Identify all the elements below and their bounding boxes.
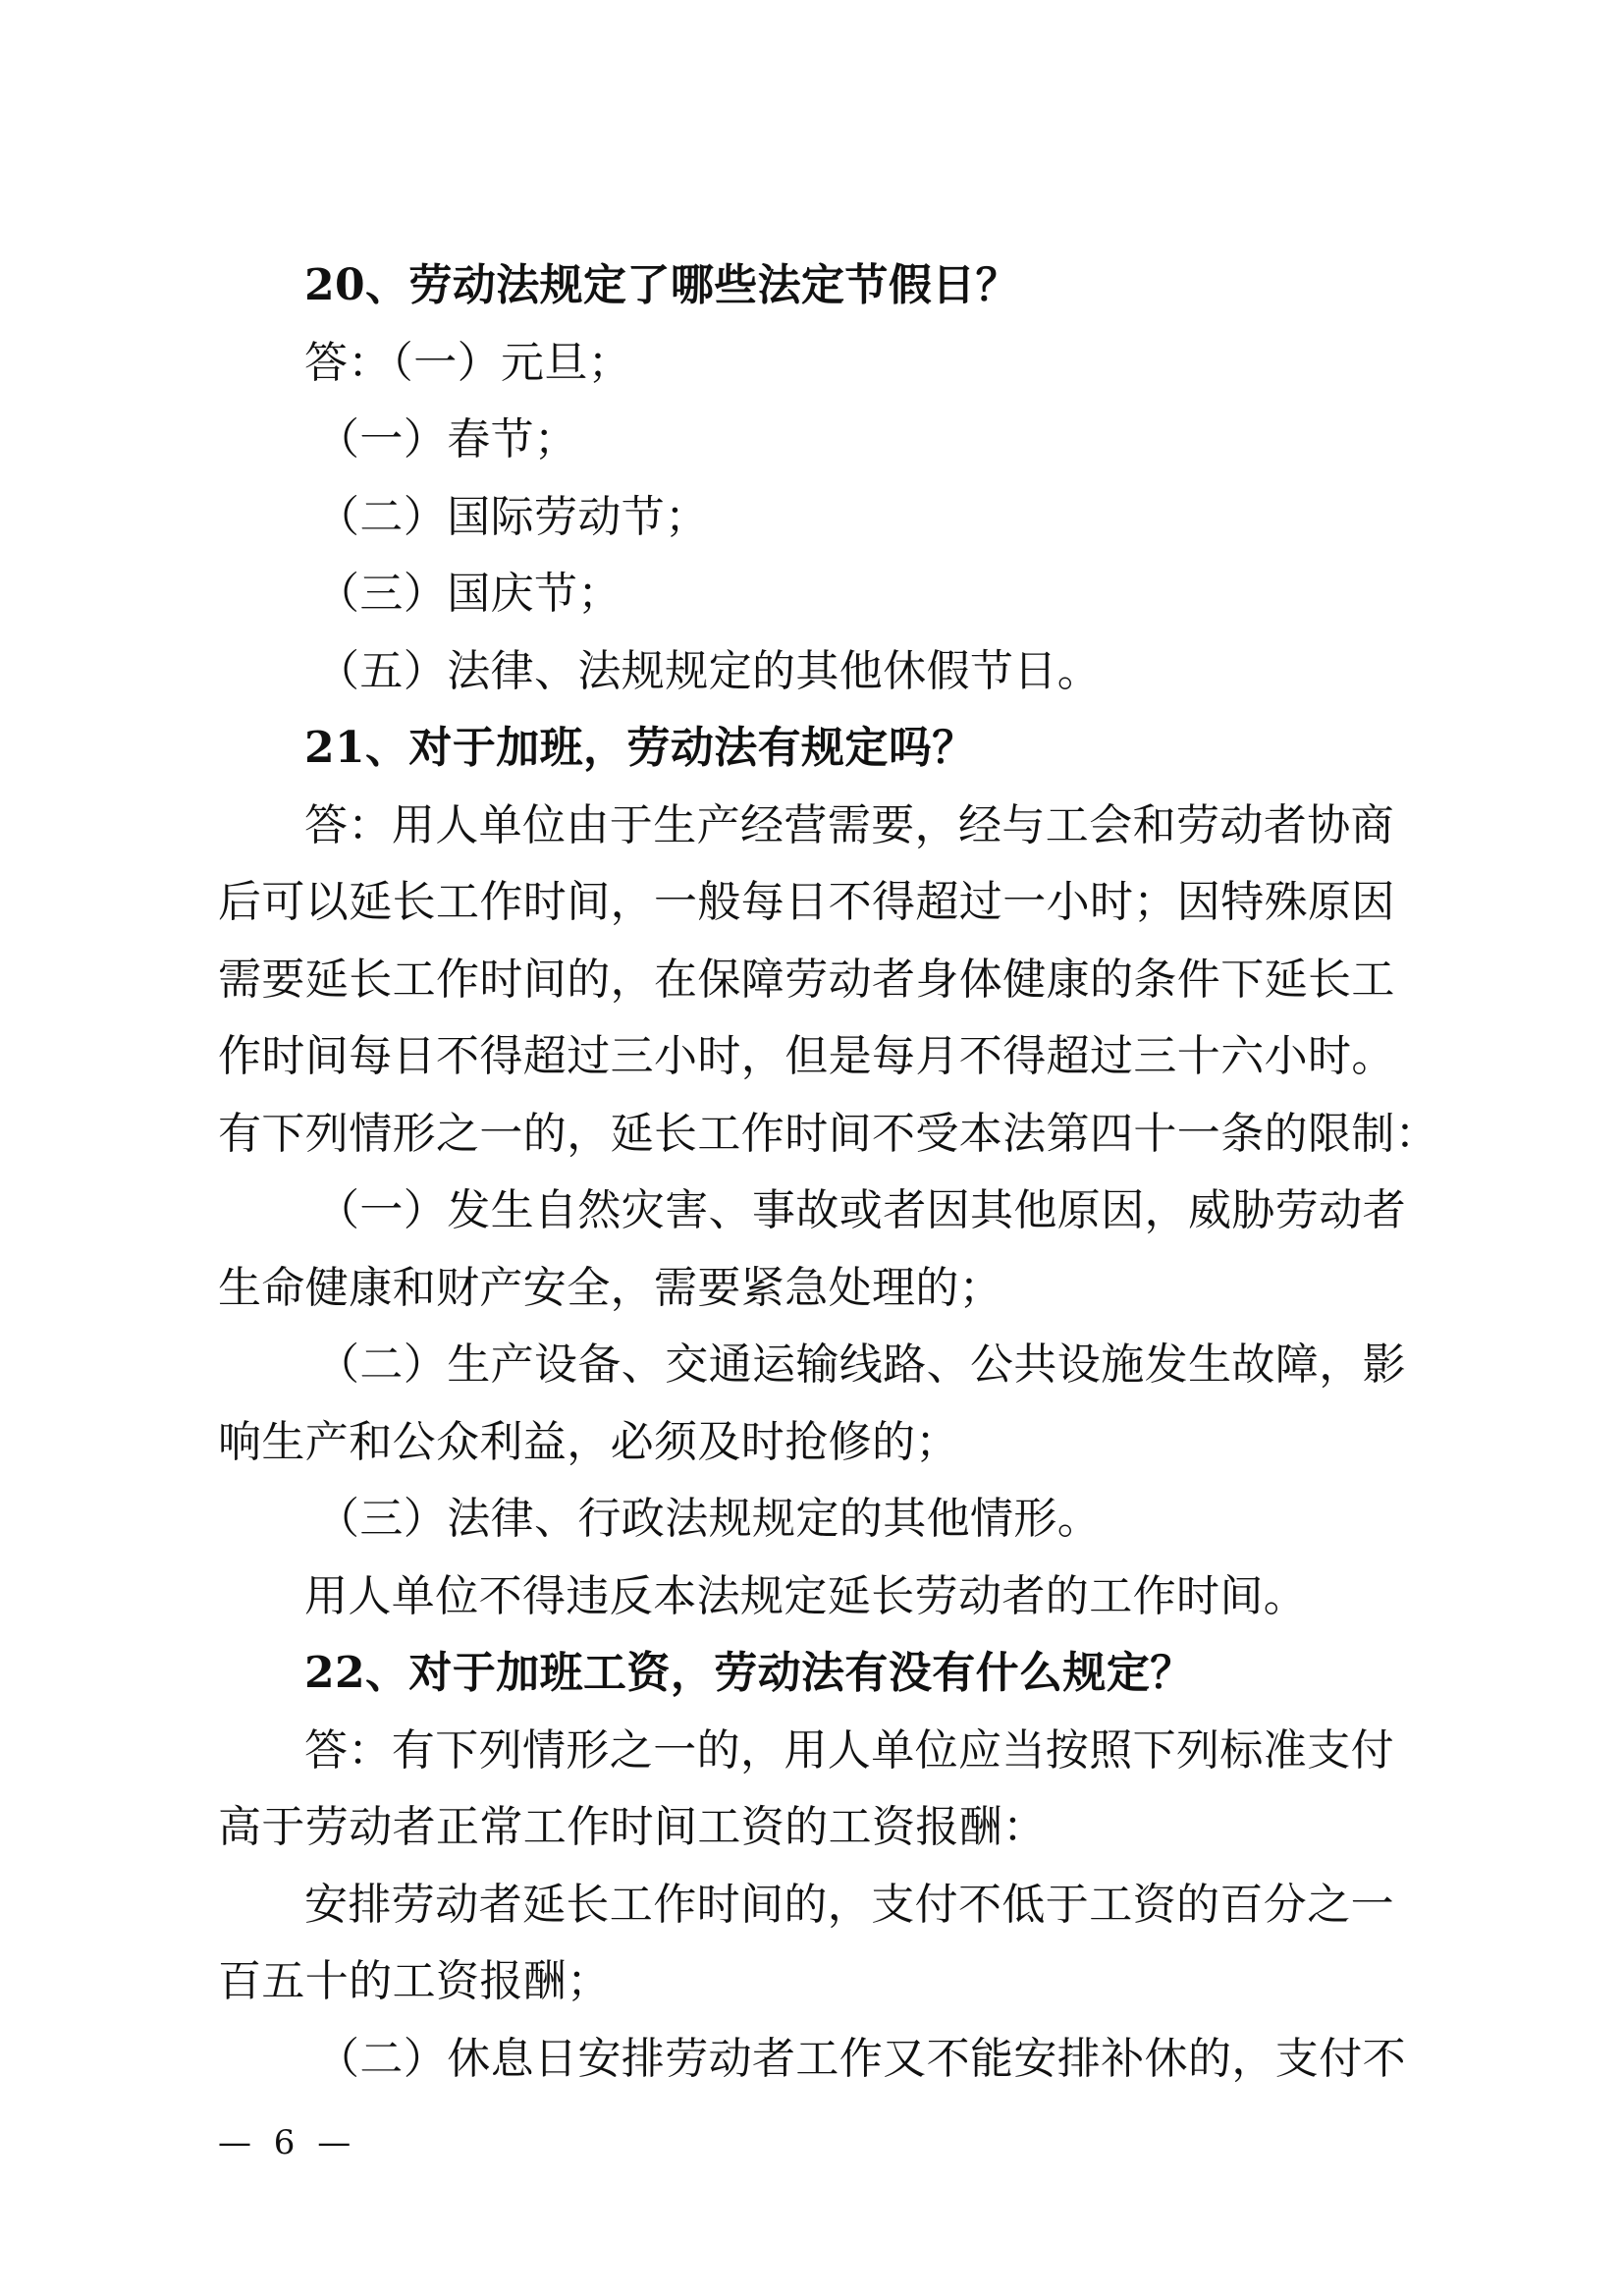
text-line: 答：有下列情形之一的，用人单位应当按照下列标准支付 [304,1724,1394,1776]
text-line: （二）国际劳动节； [316,491,709,542]
text-line: 有下列情形之一的，延长工作时间不受本法第四十一条的限制： [218,1108,1439,1159]
text-line: 用人单位不得违反本法规定延长劳动者的工作时间。 [304,1570,1308,1621]
text-line: （二）休息日安排劳动者工作又不能安排补休的，支付不 [316,2033,1406,2084]
document-body [218,247,1439,2098]
text-line: （三）国庆节； [316,569,622,619]
text-line: 作时间每日不得超过三小时，但是每月不得超过三十六小时。 [218,1031,1395,1081]
page-number: — 6 — [218,2123,357,2162]
text-line: （一）发生自然灾害、事故或者因其他原因，威胁劳动者 [316,1185,1406,1235]
text-line: （二）生产设备、交通运输线路、公共设施发生故障，影 [316,1339,1406,1390]
question-heading: 20、劳动法规定了哪些法定节假日？ [304,260,1020,310]
text-line: （五）法律、法规规定的其他休假节日。 [316,645,1102,696]
text-line: 生命健康和财产安全，需要紧急处理的； [218,1262,1003,1313]
text-line: 答：用人单位由于生产经营需要，经与工会和劳动者协商 [304,799,1394,850]
question-heading: 22、对于加班工资，劳动法有没有什么规定？ [304,1648,1194,1698]
text-line: 答：（一）元旦； [304,337,632,388]
question-heading: 21、对于加班，劳动法有规定吗？ [304,723,976,773]
text-line: （一）春节； [316,414,578,465]
text-line: 高于劳动者正常工作时间工资的工资报酬： [218,1802,1047,1852]
text-line: 百五十的工资报酬； [218,1956,611,2006]
text-line: （三）法律、行政法规规定的其他情形。 [316,1494,1102,1544]
text-line: 安排劳动者延长工作时间的，支付不低于工资的百分之一 [304,1879,1394,1930]
text-line: 需要延长工作时间的，在保障劳动者身体健康的条件下延长工 [218,954,1395,1005]
text-line: 响生产和公众利益，必须及时抢修的； [218,1416,959,1467]
text-line: 后可以延长工作时间，一般每日不得超过一小时；因特殊原因 [218,877,1395,927]
